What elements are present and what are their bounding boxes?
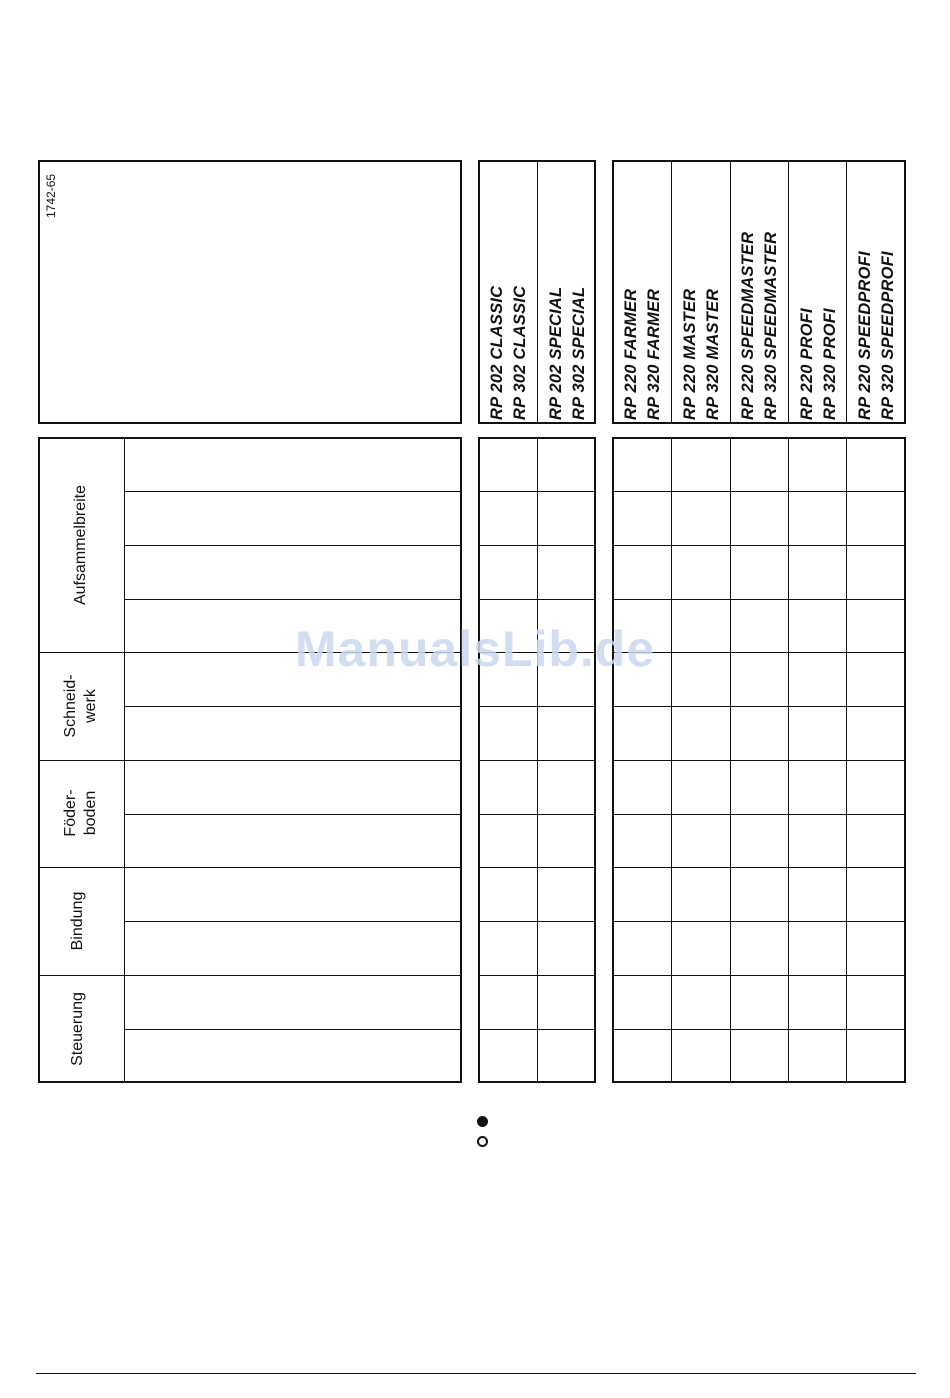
category-line — [38, 867, 462, 868]
footer-rule — [36, 1373, 916, 1374]
row-line — [478, 867, 596, 868]
row-line — [612, 814, 906, 815]
row-line — [124, 599, 462, 600]
category-aufsammelbreite: Aufsammelbreite — [72, 484, 89, 606]
row-line — [478, 599, 596, 600]
model-label: RP 220 SPEEDMASTER RP 320 SPEEDMASTER — [739, 231, 780, 420]
row-line — [612, 760, 906, 761]
row-line — [124, 814, 462, 815]
divider — [730, 160, 731, 424]
row-line — [478, 1029, 596, 1030]
row-line — [612, 491, 906, 492]
row-line — [612, 706, 906, 707]
category-bindung: Bindung — [69, 891, 86, 951]
row-line — [478, 706, 596, 707]
figure-id: 1742-65 — [44, 173, 58, 218]
row-line — [478, 975, 596, 976]
row-line — [612, 975, 906, 976]
model-label: RP 202 CLASSIC RP 302 CLASSIC — [488, 285, 529, 420]
row-line — [124, 706, 462, 707]
row-line — [124, 491, 462, 492]
row-line — [124, 921, 462, 922]
filled-dot-icon — [477, 1116, 488, 1127]
category-line — [38, 760, 462, 761]
row-line — [478, 545, 596, 546]
model-label: RP 202 SPECIAL RP 302 SPECIAL — [547, 286, 588, 420]
header-frame — [38, 160, 462, 424]
category-steuerung: Steuerung — [69, 992, 86, 1066]
category-foederboden: Föder- boden — [62, 789, 99, 837]
model-label: RP 220 SPEEDPROFI RP 320 SPEEDPROFI — [856, 251, 897, 420]
category-schneidwerk: Schneid- werk — [62, 674, 99, 738]
row-line — [612, 921, 906, 922]
divider — [537, 160, 538, 424]
model-label: RP 220 MASTER RP 320 MASTER — [681, 288, 722, 420]
row-line — [124, 545, 462, 546]
row-line — [478, 760, 596, 761]
hollow-dot-icon — [477, 1136, 488, 1147]
model-label: RP 220 PROFI RP 320 PROFI — [798, 308, 839, 420]
category-line — [38, 975, 462, 976]
row-line — [478, 491, 596, 492]
row-line — [612, 599, 906, 600]
model-label: RP 220 FARMER RP 320 FARMER — [622, 288, 663, 420]
divider — [846, 160, 847, 424]
row-line — [612, 867, 906, 868]
row-line — [612, 545, 906, 546]
row-line — [124, 1029, 462, 1030]
row-line — [478, 814, 596, 815]
divider — [788, 160, 789, 424]
divider — [671, 160, 672, 424]
row-line — [478, 921, 596, 922]
row-line — [612, 1029, 906, 1030]
watermark: ManualsLib.de — [294, 621, 656, 677]
